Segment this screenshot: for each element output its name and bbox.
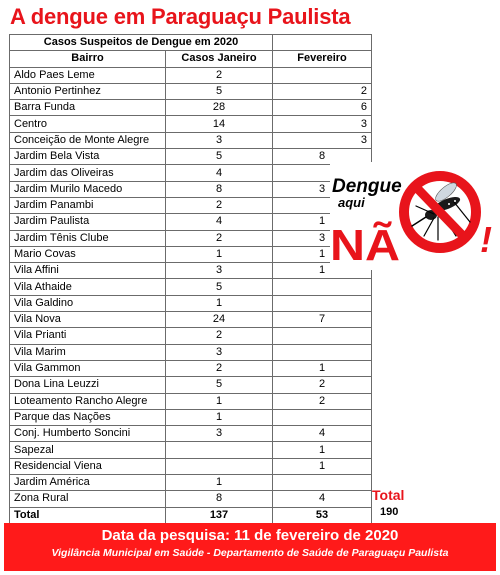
header-janeiro: Casos Janeiro <box>166 51 273 67</box>
cell-bairro: Vila Gammon <box>10 360 166 376</box>
table-row <box>10 442 372 458</box>
cell-bairro: Jardim das Oliveiras <box>10 165 166 181</box>
cell-fevereiro <box>273 344 372 360</box>
cell-fevereiro: 1 <box>273 360 372 376</box>
table-row <box>10 67 372 83</box>
table-row <box>10 344 372 360</box>
cell-fevereiro: 1 <box>273 246 372 262</box>
table-row <box>10 132 372 148</box>
cell-janeiro: 28 <box>166 100 273 116</box>
badge-word: NÃ <box>330 221 394 270</box>
cell-bairro: Jardim Panambi <box>10 197 166 213</box>
cell-fevereiro: 3 <box>273 181 372 197</box>
cell-fevereiro: 2 <box>273 393 372 409</box>
badge-line2: aqui <box>338 195 365 210</box>
cell-janeiro: 5 <box>166 149 273 165</box>
cell-fevereiro <box>273 328 372 344</box>
cell-bairro: Vila Affini <box>10 263 166 279</box>
cell-fevereiro <box>273 279 372 295</box>
table-row <box>10 246 372 262</box>
cell-fevereiro: 1 <box>273 263 372 279</box>
cell-bairro: Jardim América <box>10 475 166 491</box>
cell-janeiro: 3 <box>166 132 273 148</box>
cell-bairro: Sapezal <box>10 442 166 458</box>
table-row <box>10 149 372 165</box>
cell-fevereiro: 2 <box>273 83 372 99</box>
cell-bairro: Parque das Nações <box>10 409 166 425</box>
cell-bairro: Centro <box>10 116 166 132</box>
grand-total-value: 190 <box>380 506 399 518</box>
total-janeiro: 137 <box>166 507 273 523</box>
table-header-row <box>10 51 372 67</box>
cell-bairro: Vila Prianti <box>10 328 166 344</box>
table-row <box>10 214 372 230</box>
cell-janeiro: 2 <box>166 67 273 83</box>
cell-fevereiro: 1 <box>273 458 372 474</box>
cell-janeiro <box>166 458 273 474</box>
cell-bairro: Mario Covas <box>10 246 166 262</box>
grand-total-label: Total <box>372 487 405 503</box>
cases-table <box>9 34 372 524</box>
cell-fevereiro <box>273 409 372 425</box>
cell-bairro: Conj. Humberto Soncini <box>10 426 166 442</box>
total-fevereiro: 53 <box>273 507 372 523</box>
cell-fevereiro <box>273 475 372 491</box>
cell-fevereiro: 1 <box>273 442 372 458</box>
cell-fevereiro: 3 <box>273 230 372 246</box>
table-row <box>10 377 372 393</box>
cell-janeiro: 4 <box>166 214 273 230</box>
cell-janeiro: 2 <box>166 230 273 246</box>
badge-exclaim: ! <box>480 219 492 260</box>
table-row <box>10 491 372 507</box>
table-row <box>10 312 372 328</box>
cell-fevereiro: 7 <box>273 312 372 328</box>
page-title: A dengue em Paraguaçu Paulista <box>10 4 351 29</box>
table-row <box>10 83 372 99</box>
table-row <box>10 165 372 181</box>
dengue-aqui-nao-badge <box>330 162 498 270</box>
table-cell-empty <box>273 35 372 51</box>
cell-bairro: Dona Lina Leuzzi <box>10 377 166 393</box>
cell-janeiro: 14 <box>166 116 273 132</box>
table-row <box>10 360 372 376</box>
badge-line1: Dengue <box>332 176 402 197</box>
table-row <box>10 458 372 474</box>
cell-janeiro: 5 <box>166 279 273 295</box>
cell-bairro: Jardim Murilo Macedo <box>10 181 166 197</box>
cell-janeiro: 5 <box>166 377 273 393</box>
cell-bairro: Vila Marim <box>10 344 166 360</box>
table-total-row <box>10 507 372 523</box>
table-row <box>10 197 372 213</box>
cell-janeiro: 3 <box>166 344 273 360</box>
header-bairro: Bairro <box>10 51 166 67</box>
total-label: Total <box>10 507 166 523</box>
table-row <box>10 100 372 116</box>
cell-janeiro: 5 <box>166 83 273 99</box>
cell-janeiro: 3 <box>166 426 273 442</box>
cell-bairro: Aldo Paes Leme <box>10 67 166 83</box>
cell-janeiro <box>166 442 273 458</box>
table-row <box>10 295 372 311</box>
cell-janeiro: 2 <box>166 197 273 213</box>
cell-fevereiro: 3 <box>273 132 372 148</box>
cell-fevereiro: 3 <box>273 116 372 132</box>
table-row <box>10 116 372 132</box>
table-super-header-row <box>10 35 372 51</box>
table-super-header: Casos Suspeitos de Dengue em 2020 <box>10 35 273 51</box>
cell-janeiro: 4 <box>166 165 273 181</box>
cell-bairro: Antonio Pertinhez <box>10 83 166 99</box>
cell-bairro: Jardim Paulista <box>10 214 166 230</box>
research-date: Data da pesquisa: 11 de fevereiro de 2020 <box>101 527 399 544</box>
cell-janeiro: 1 <box>166 246 273 262</box>
cell-bairro: Zona Rural <box>10 491 166 507</box>
cell-fevereiro: 1 <box>273 214 372 230</box>
table-row <box>10 475 372 491</box>
cell-bairro: Jardim Bela Vista <box>10 149 166 165</box>
cell-janeiro: 2 <box>166 328 273 344</box>
cell-bairro: Loteamento Rancho Alegre <box>10 393 166 409</box>
cell-bairro: Conceição de Monte Alegre <box>10 132 166 148</box>
footer-credit: Vigilância Municipal em Saúde - Departamento de Saúde de Paraguaçu Paulista <box>51 547 449 559</box>
header-fevereiro: Fevereiro <box>273 51 372 67</box>
cell-fevereiro <box>273 67 372 83</box>
table-row <box>10 263 372 279</box>
table-row <box>10 230 372 246</box>
cell-janeiro: 1 <box>166 475 273 491</box>
cell-fevereiro: 4 <box>273 426 372 442</box>
cell-bairro: Jardim Tênis Clube <box>10 230 166 246</box>
cell-bairro: Vila Athaide <box>10 279 166 295</box>
cell-janeiro: 8 <box>166 491 273 507</box>
cell-janeiro: 1 <box>166 409 273 425</box>
cell-janeiro: 1 <box>166 393 273 409</box>
cell-janeiro: 24 <box>166 312 273 328</box>
cell-fevereiro: 6 <box>273 100 372 116</box>
cell-janeiro: 8 <box>166 181 273 197</box>
table-row <box>10 409 372 425</box>
footer-banner <box>4 523 496 571</box>
cell-fevereiro <box>273 295 372 311</box>
table-row <box>10 279 372 295</box>
table-row <box>10 426 372 442</box>
cell-fevereiro: 8 <box>273 149 372 165</box>
cell-fevereiro: 4 <box>273 491 372 507</box>
cell-bairro: Vila Nova <box>10 312 166 328</box>
cell-janeiro: 2 <box>166 360 273 376</box>
cell-bairro: Residencial Viena <box>10 458 166 474</box>
cell-janeiro: 1 <box>166 295 273 311</box>
cell-fevereiro: 2 <box>273 377 372 393</box>
cell-bairro: Barra Funda <box>10 100 166 116</box>
table-row <box>10 328 372 344</box>
cell-bairro: Vila Galdino <box>10 295 166 311</box>
table-row <box>10 393 372 409</box>
table-row <box>10 181 372 197</box>
cell-janeiro: 3 <box>166 263 273 279</box>
